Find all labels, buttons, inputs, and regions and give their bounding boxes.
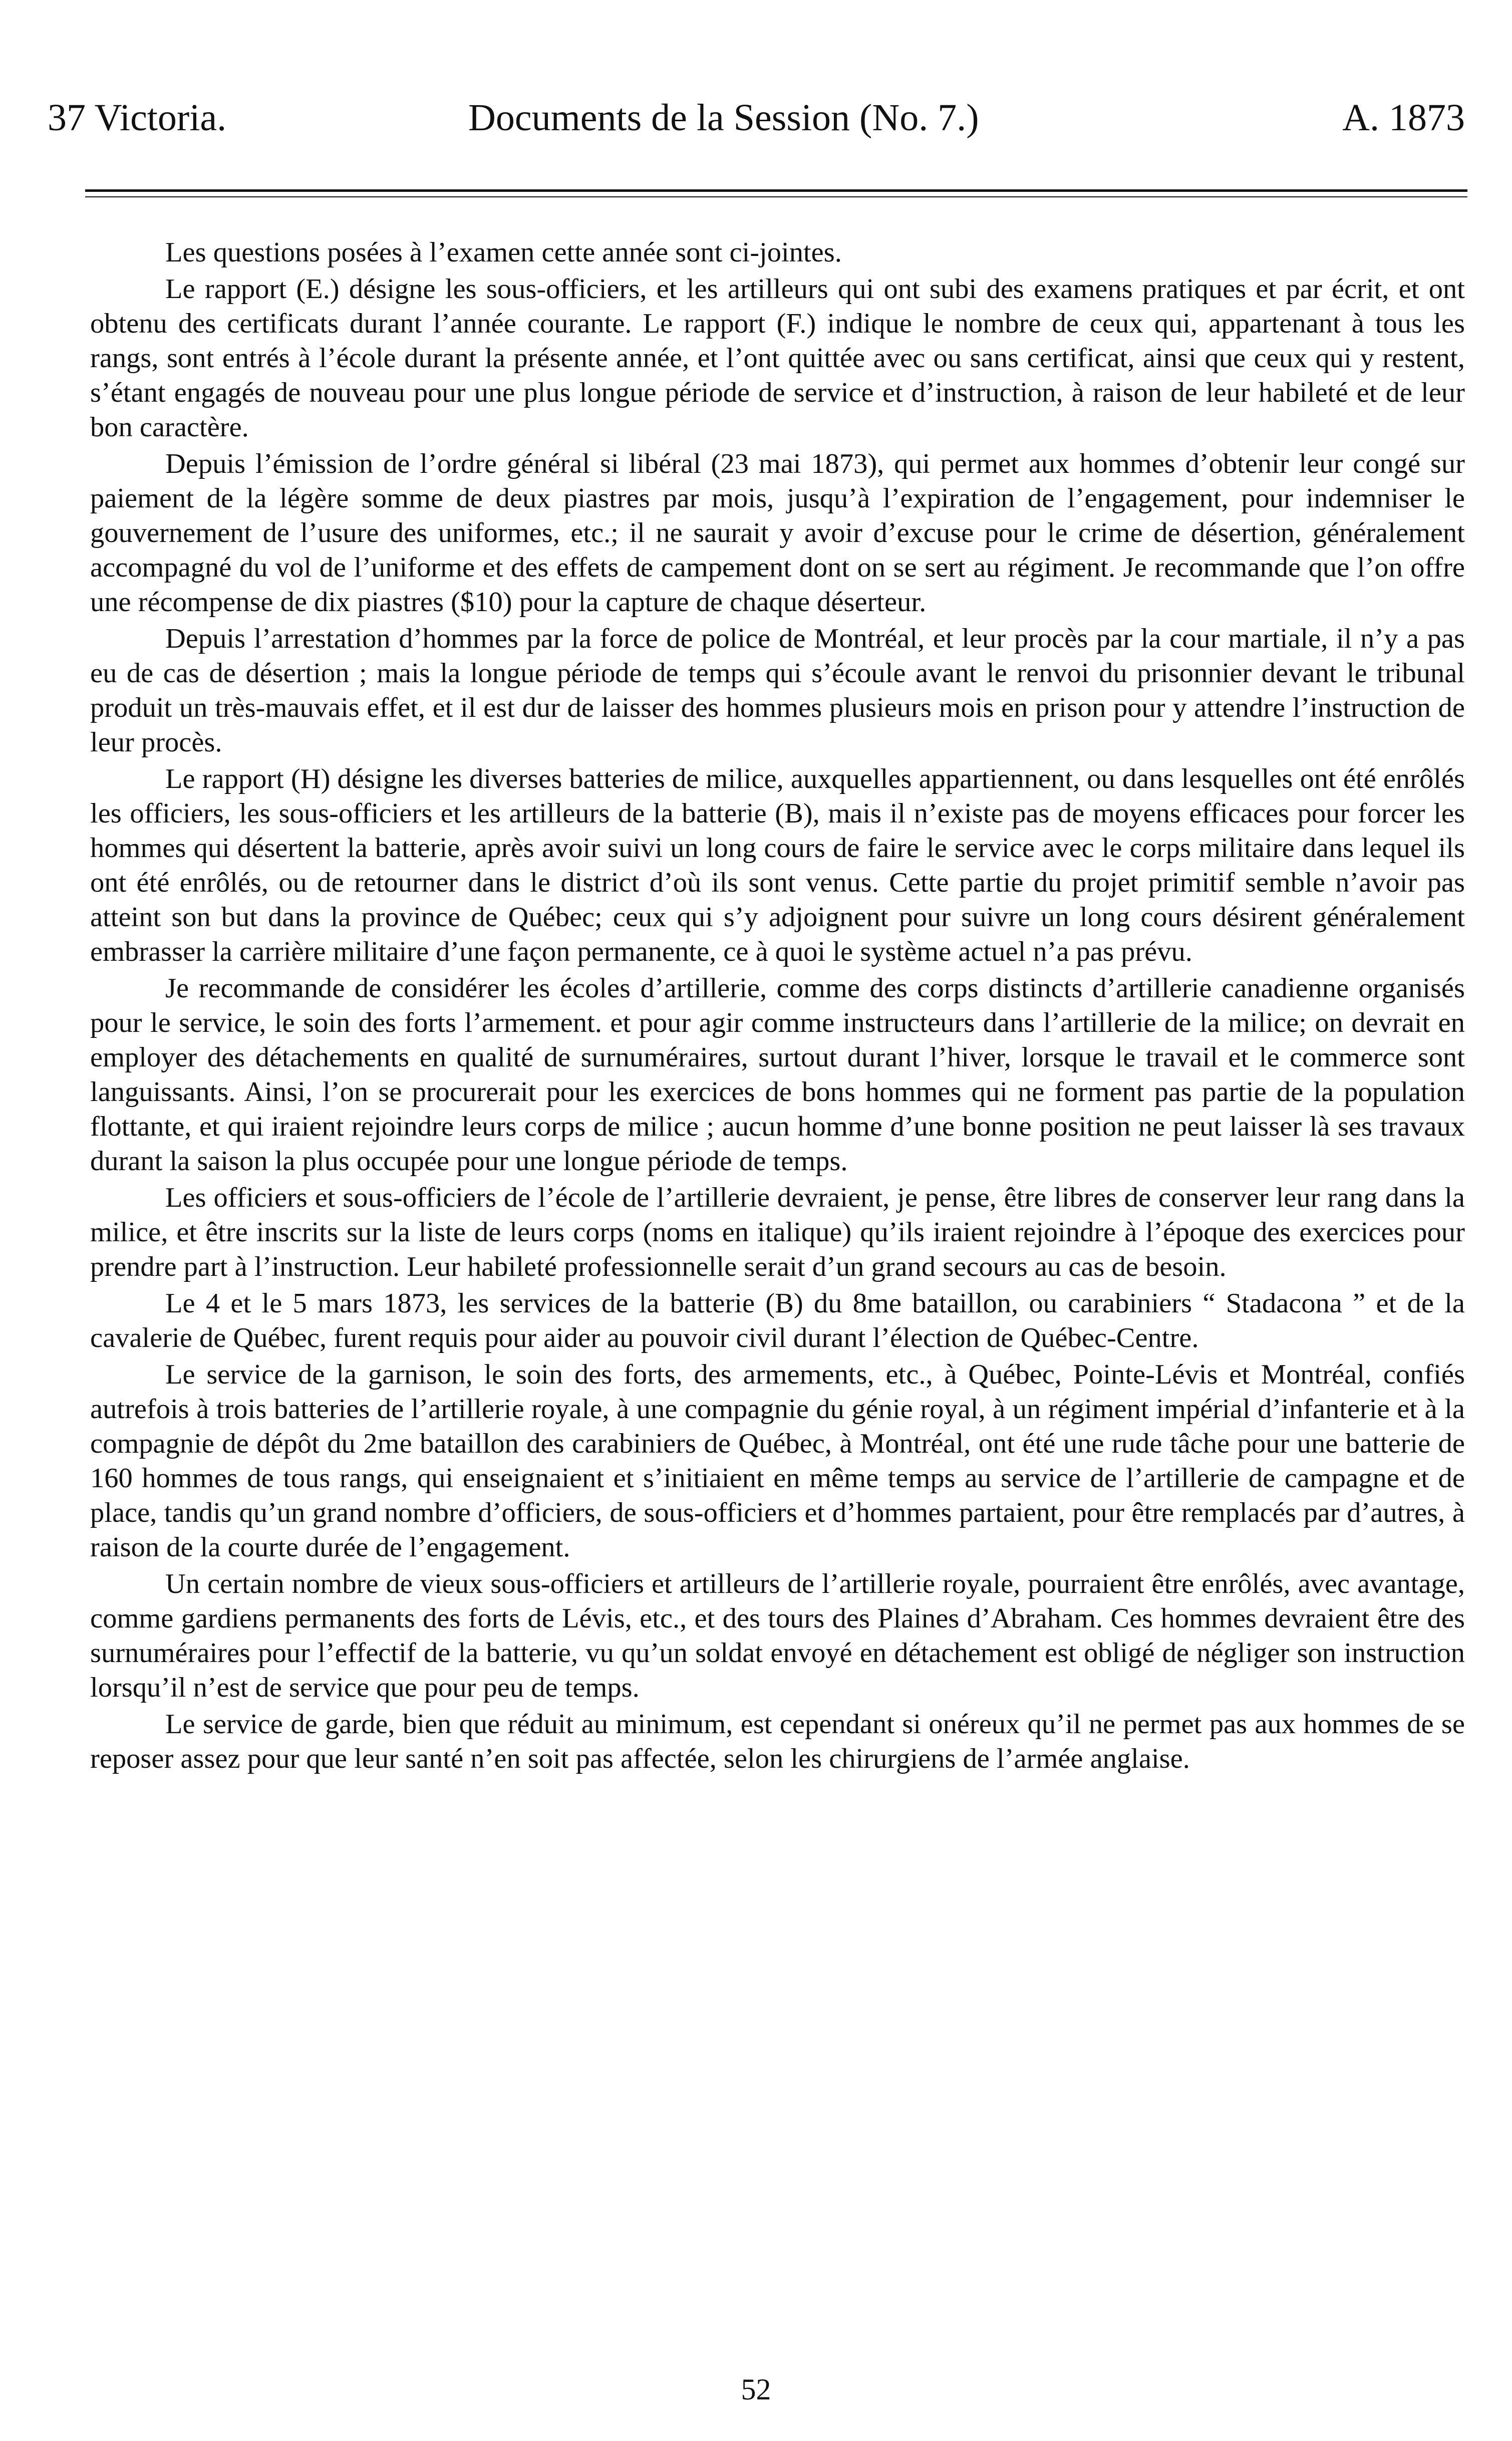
paragraph: Les questions posées à l’examen cette année sont ci-jointes.	[165, 237, 842, 268]
header-rule-thin	[85, 196, 1467, 197]
header-rule-thick	[85, 189, 1467, 192]
paragraph: Le service de garde, bien que réduit au minimum, est cependant si onéreux qu’il ne permet pas aux hommes de se reposer assez pour que leur santé n’en soit pas affectée, selon les chirurgiens de l’armée anglaise.	[90, 1709, 1465, 1774]
header-volume: 37 Victoria.	[48, 97, 227, 139]
paragraph: Le service de la garnison, le soin des forts, des armements, etc., à Québec, Pointe-Lévis et Montréal, confiés autrefois à trois batteries de l’artillerie royale, à une compagnie du génie royal, à un régiment impérial d’infanterie et à la compagnie de dépôt du 2me bataillon des carabiniers de Québec, à Montréal, ont été une rude tâche pour une batterie de 160 hommes de tous rangs, qui enseignaient et s’initiaient en même temps au service de l’artillerie de campagne et de place, tandis qu’un grand nombre d’officiers, de sous-officiers et d’hommes partaient, pour être remplacés par d’autres, à raison de la courte durée de l’engagement.	[90, 1359, 1465, 1563]
paragraph: Je recommande de considérer les écoles d’artillerie, comme des corps distincts d’artillerie canadienne organisés pour le service, le soin des forts l’armement. et pour agir comme instructeurs dans l’artillerie de la milice; on devrait en employer des détachements en qualité de surnuméraires, surtout durant l’hiver, lorsque le travail et le commerce sont languissants. Ainsi, l’on se procurerait pour les exercices de bons hommes qui ne forment pas partie de la population flottante, et qui iraient rejoindre leurs corps de milice ; aucun homme d’une bonne position ne peut laisser là ses travaux durant la saison la plus occupée pour une longue période de temps.	[90, 973, 1465, 1177]
header-year: A. 1873	[1342, 97, 1465, 139]
header-title: Documents de la Session (No. 7.)	[468, 97, 979, 139]
page-number: 52	[741, 2373, 771, 2406]
paragraph: Un certain nombre de vieux sous-officiers et artilleurs de l’artillerie royale, pourraient être enrôlés, avec avantage, comme gardiens permanents des forts de Lévis, etc., et des tours des Plaines d’Abraham. Ces hommes devraient être des surnuméraires pour l’effectif de la batterie, vu qu’un soldat envoyé en détachement est obligé de négliger son instruction lorsqu’il n’est de service que pour peu de temps.	[90, 1568, 1465, 1703]
paragraph: Le 4 et le 5 mars 1873, les services de la batterie (B) du 8me bataillon, ou carabiniers “ Stadacona ” et de la cavalerie de Québec, furent requis pour aider au pouvoir civil durant l’élection de Québec-Centre.	[90, 1288, 1465, 1353]
paragraph: Le rapport (E.) désigne les sous-officiers, et les artilleurs qui ont subi des examens pratiques et par écrit, et ont obtenu des certificats durant l’année courante. Le rapport (F.) indique le nombre de ceux qui, appartenant à tous les rangs, sont entrés à l’école durant la présente année, et l’ont quittée avec ou sans certificat, ainsi que ceux qui y restent, s’étant engagés de nouveau pour une plus longue période de service et d’instruction, à raison de leur habileté et de leur bon caractère.	[90, 274, 1465, 443]
body-text	[90, 235, 1465, 1778]
paragraph: Depuis l’émission de l’ordre général si libéral (23 mai 1873), qui permet aux hommes d’obtenir leur congé sur paiement de la légère somme de deux piastres par mois, jusqu’à l’expiration de l’engagement, pour indemniser le gouvernement de l’usure des uniformes, etc.; il ne saurait y avoir d’excuse pour le crime de désertion, généralement accompagné du vol de l’uniforme et des effets de campement dont on se sert au régiment. Je recommande que l’on offre une récompense de dix piastres ($10) pour la capture de chaque déserteur.	[90, 448, 1465, 618]
paragraph: Depuis l’arrestation d’hommes par la force de police de Montréal, et leur procès par la cour martiale, il n’y a pas eu de cas de désertion ; mais la longue période de temps qui s’écoule avant le renvoi du prisonnier devant le tribunal produit un très-mauvais effet, et il est dur de laisser des hommes plusieurs mois en prison pour y attendre l’instruction de leur procès.	[90, 623, 1465, 758]
running-header	[48, 90, 1465, 145]
paragraph: Le rapport (H) désigne les diverses batteries de milice, auxquelles appartiennent, ou dans lesquelles ont été enrôlés les officiers, les sous-officiers et les artilleurs de la batterie (B), mais il n’existe pas de moyens efficaces pour forcer les hommes qui désertent la batterie, après avoir suivi un long cours de faire le service avec le corps militaire dans lequel ils ont été enrôlés, ou de retourner dans le district d’où ils sont venus. Cette partie du projet primitif semble n’avoir pas atteint son but dans la province de Québec; ceux qui s’y adjoignent pour suivre un long cours désirent généralement embrasser la carrière militaire d’une façon permanente, ce à quoi le système actuel n’a pas prévu.	[90, 763, 1465, 967]
paragraph: Les officiers et sous-officiers de l’école de l’artillerie devraient, je pense, être libres de conserver leur rang dans la milice, et être inscrits sur la liste de leurs corps (noms en italique) qu’ils iraient rejoindre à l’époque des exercices pour prendre part à l’instruction. Leur habileté professionnelle serait d’un grand secours au cas de besoin.	[90, 1182, 1465, 1282]
